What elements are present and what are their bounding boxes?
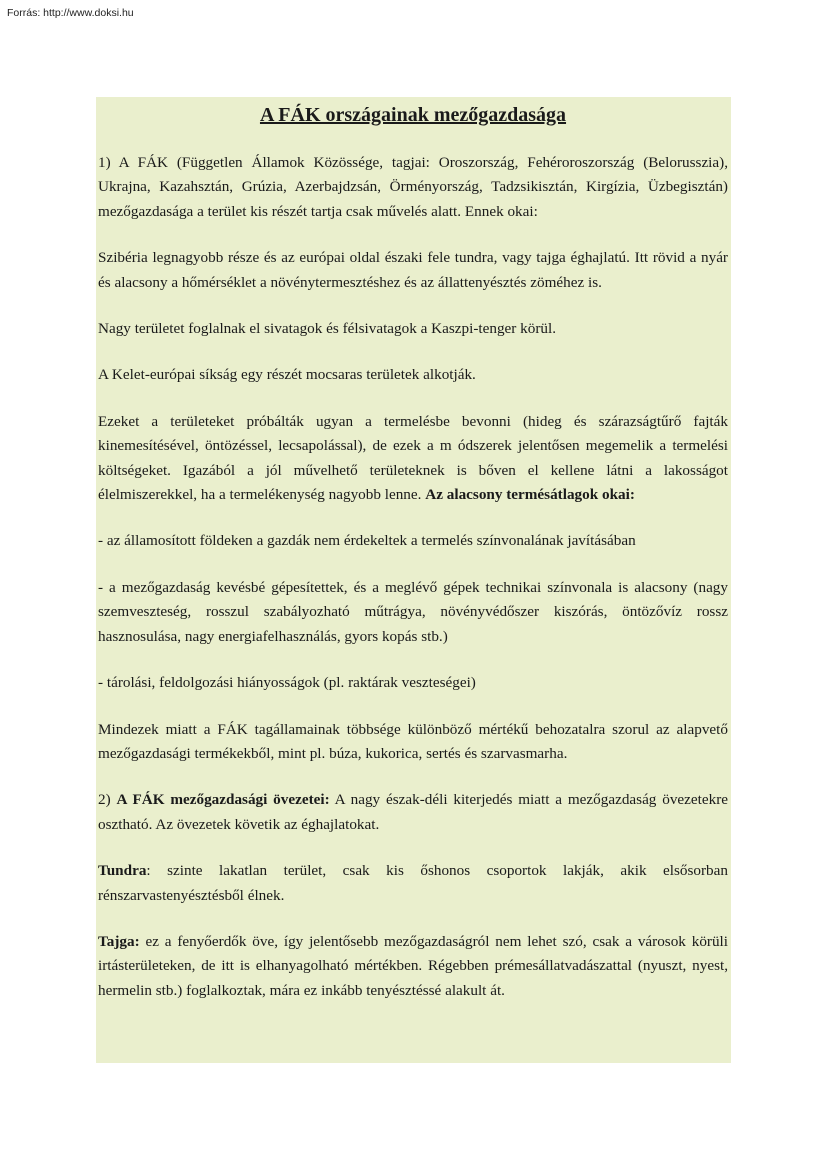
paragraph-7: - a mezőgazdaság kevésbé gépesítettek, és a meglévő gépek technikai színvonala is alacsony (nagy szemveszteség, rosszul szabályozható műtrágya, növényvédőszer kiszórás, öntözővíz rossz hasznosulása, nagy energiafelhasználás, gyors kopás stb.) (98, 578, 728, 645)
paragraph-9: Mindezek miatt a FÁK tagállamainak többsége különböző mértékű behozatalra szorul az alapvető mezőgazdasági termékekből, mint pl. búza, kukorica, sertés és szarvasmarha. (98, 720, 728, 762)
paragraph-6: - az államosított földeken a gazdák nem érdekeltek a termelés színvonalának javításában (98, 532, 636, 550)
paragraph-10-number: 2) (98, 791, 117, 809)
paragraph-11-bold: Tundra (98, 862, 147, 880)
paragraph-5-text: Ezeket a területeket próbálták ugyan a termelésbe bevonni (hideg és szárazságtűrő fajták kinemesítésével, öntözéssel, lecsapolással), de ezek a m ódszerek jelentősen megemelik a termelési költségeket. Igazából a jól művelhető területeknek is bőven el kellene látni a lakosságot élelmiszerekkel, ha a termelékenység nagyobb lenne. (98, 412, 728, 504)
paragraph-10-bold: A FÁK mezőgazdasági övezetei: (116, 791, 330, 809)
paragraph-12-bold: Tajga: (98, 932, 140, 950)
paragraph-12-text: ez a fenyőerdők öve, így jelentősebb mezőgazdaságról nem lehet szó, csak a városok körüli irtásterületeken, de itt is elhanyagolható mértékben. Régebben prémesállatvadászattal (nyuszt, nyest, hermelin stb.) foglalkoztak, mára ez inkább tenyésztéssé alakult át. (98, 932, 728, 999)
paragraph-8: - tárolási, feldolgozási hiányosságok (pl. raktárak veszteségei) (98, 674, 476, 692)
paragraph-5 (98, 410, 728, 508)
paragraph-12 (98, 930, 728, 1003)
paragraph-10 (98, 788, 728, 837)
paragraph-2: Szibéria legnagyobb része és az európai oldal északi fele tundra, vagy tajga éghajlatú. Itt rövid a nyár és alacsony a hőmérséklet a növénytermesztéshez és az állattenyésztés zöméhez is. (98, 249, 728, 291)
source-line: Forrás: http://www.doksi.hu (7, 7, 134, 19)
document-body (98, 96, 728, 1003)
paragraph-4: A Kelet-európai síkság egy részét mocsaras területek alkotják. (98, 366, 476, 384)
page-title: A FÁK országainak mezőgazdasága (259, 104, 567, 126)
paragraph-11 (98, 859, 728, 908)
paragraph-10-text: A nagy észak-déli kiterjedés miatt a mezőgazdaság övezetekre osztható. Az övezetek követik az éghajlatokat. (98, 791, 728, 833)
paragraph-5-bold: Az alacsony termésátlagok okai: (425, 486, 635, 504)
paragraph-11-text: : szinte lakatlan terület, csak kis őshonos csoportok lakják, akik elsősorban rénszarvastenyésztésből élnek. (98, 862, 728, 904)
paragraph-1: 1) A FÁK (Független Államok Közössége, tagjai: Oroszország, Fehéroroszország (Belorusszia), Ukrajna, Kazahsztán, Grúzia, Azerbajdzsán, Örményország, Tadzsikisztán, Kirgízia, Üzbegisztán) mezőgazdasága a terület kis részét tartja csak művelés alatt. Ennek okai: (98, 154, 728, 220)
paragraph-3: Nagy területet foglalnak el sivatagok és félsivatagok a Kaszpi-tenger körül. (98, 320, 556, 338)
